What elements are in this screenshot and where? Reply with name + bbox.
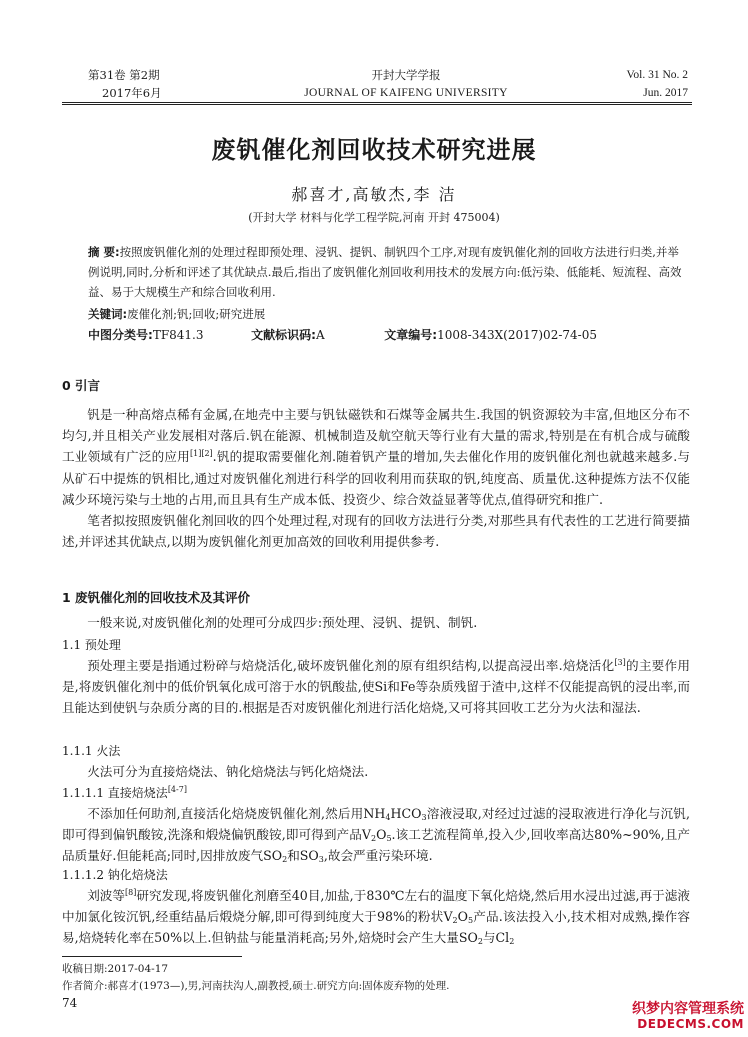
- intro-body: [62, 404, 690, 552]
- header-rule-double: [62, 104, 692, 105]
- text-run: 预处理主要是指通过粉碎与焙烧活化,破坏废钒催化剂的原有组织结构,以提高浸出率.焙烧活化: [87, 658, 615, 673]
- paragraph: [62, 404, 690, 510]
- subscript: 5: [386, 834, 392, 844]
- text-run: 研究发现,将废钒催化剂磨至40目,加盐,于830℃左右的温度下氧化焙烧,然后用水浸出过滤,再于滤液中加氯化铵沉钒,经重结晶后煅烧分解,即可得到纯度大于98%的粉状V: [62, 888, 690, 925]
- text-run: O: [457, 909, 468, 925]
- article-no-value: 1008-343X(2017)02-74-05: [437, 328, 597, 342]
- citation: [3]: [614, 658, 626, 667]
- abstract-label: 摘 要:: [88, 245, 120, 259]
- subsection-heading-1-1: 1.1 预处理: [62, 638, 121, 652]
- subscript: 4: [385, 813, 391, 822]
- classification-label: 中图分类号:: [88, 328, 153, 342]
- text-run: ,故会严重污染环境.: [323, 848, 433, 864]
- date-cn: 2017年6月: [102, 86, 162, 100]
- text-run: 不添加任何助剂,直接活化焙烧废钒催化剂,然后用NH: [87, 806, 386, 821]
- text-run: 刘波等: [87, 888, 126, 903]
- watermark-line1: 织梦内容管理系统: [632, 1001, 744, 1017]
- paragraph: 一般来说,对废钒催化剂的处理可分成四步:预处理、浸钒、提钒、制钒.: [87, 615, 478, 630]
- keywords-text: 废催化剂;钒;回收;研究进展: [127, 307, 266, 321]
- subsection-1-1-body: [62, 655, 690, 719]
- keywords-label: 关键词:: [88, 307, 128, 321]
- subscript: 3: [421, 813, 427, 822]
- author-list: 郝喜才,高敏杰,李 洁: [291, 185, 457, 204]
- text-run: 和SO: [287, 848, 319, 864]
- received-date: 收稿日期:2017-04-17: [62, 963, 169, 975]
- text-run: .该工艺流程简单,投入少,回收率高达80%~90%,且产品质量好.但能耗高;同时,因排放废气SO: [62, 827, 690, 864]
- subsection-1-1-1-2-body: [62, 885, 690, 949]
- journal-name-en: JOURNAL OF KAIFENG UNIVERSITY: [304, 87, 508, 99]
- date-en: Jun. 2017: [643, 87, 688, 99]
- text-run: .钒的提取需要催化剂.随着钒产量的增加,失去催化作用的废钒催化剂也就越来越多.与从矿石中提炼的钒相比,通过对废钒催化剂进行科学的回收利用而获取的钒,纯度高、质量优.这种提炼方法不仅能减少环境污染与土地的占用,而且具有生产成本低、投资少、综合效益显著等优点,值得研究和推广.: [62, 449, 691, 507]
- doc-code-label: 文献标识码:: [251, 328, 316, 342]
- subscript: 2: [282, 855, 288, 865]
- text-run: HCO: [390, 806, 422, 821]
- paper-title: 废钒催化剂回收技术研究进展: [211, 136, 537, 164]
- text-run: 的主要作用是,将废钒催化剂中的低价钒氧化成可溶于水的钒酸盐,使Si和Fe等杂质残留于渣中,这样不仅能提高钒的浸出率,而且能达到使钒与杂质分离的目的.根据是否对废钒催化剂进行活化焙烧,又可将其回收工艺分为火法和湿法.: [62, 658, 690, 716]
- article-no-label: 文章编号:: [384, 328, 438, 342]
- footnote-rule: [62, 956, 242, 957]
- article-metadata: [88, 326, 698, 343]
- text-run: 与Cl: [482, 930, 510, 946]
- heading-text: 1.1.1.1 直接焙烧法: [62, 786, 168, 800]
- text-run: O: [376, 827, 387, 843]
- section-heading-1: 1 废钒催化剂的回收技术及其评价: [62, 590, 251, 605]
- paragraph: 笔者拟按照废钒催化剂回收的四个处理过程,对现有的回收方法进行分类,对那些具有代表性的工艺进行简要描述,并评述其优缺点,以期为废钒催化剂更加高效的回收利用提供参考.: [62, 513, 690, 550]
- subsection-heading-1-1-1-2: 1.1.1.2 钠化焙烧法: [62, 868, 168, 882]
- abstract: [88, 242, 686, 302]
- journal-name-cn: 开封大学学报: [371, 68, 441, 82]
- doc-code-value: A: [315, 328, 325, 342]
- subsection-heading-1-1-1-1: [62, 784, 187, 801]
- subsection-heading-1-1-1: 1.1.1 火法: [62, 744, 121, 758]
- subscript: 2: [477, 937, 483, 947]
- author-bio: 作者简介:郝喜才(1973—),男,河南扶沟人,副教授,硕士.研究方向:固体废弃物的处理.: [62, 980, 450, 992]
- paragraph: [62, 655, 690, 719]
- affiliation: (开封大学 材料与化学工程学院,河南 开封 475004): [248, 211, 500, 224]
- citation: [1][2]: [189, 449, 213, 459]
- subscript: 2: [452, 916, 458, 926]
- keywords: [88, 304, 686, 324]
- classification-value: TF841.3: [152, 328, 204, 342]
- subscript: 5: [467, 916, 474, 926]
- section-1-body: [62, 612, 690, 633]
- subscript: 2: [509, 937, 515, 947]
- text-run: 钒是一种高熔点稀有金属,在地壳中主要与钒钛磁铁和石煤等金属共生.我国的钒资源较为丰富,但地区分布不均匀,并且相关产业发展相对落后.钒在能源、机械制造及航空航天等行业有大量的需求,特别是在有机合成与硫酸工业领域有广泛的应用: [62, 407, 690, 465]
- page-number: 74: [62, 996, 78, 1010]
- subscript: 3: [318, 855, 324, 865]
- citation: [4-7]: [167, 785, 187, 794]
- watermark: [632, 1002, 744, 1032]
- subsection-1-1-1-body: [62, 761, 690, 782]
- abstract-text: 按照废钒催化剂的处理过程即预处理、浸钒、提钒、制钒四个工序,对现有废钒催化剂的回收方法进行归类,并举例说明,同时,分析和评述了其优缺点.最后,指出了废钒催化剂回收利用技术的发展方向:低污染、低能耗、短流程、高效益、易于大规模生产和综合回收利用.: [88, 245, 682, 299]
- paragraph: [62, 885, 690, 949]
- text-run: 溶液浸取,对经过过滤的浸取液进行净化与沉钒,即可得到偏钒酸铵,洗涤和煅烧偏钒酸铵,即可得到产品V: [62, 806, 690, 843]
- text-run: 产品.该法投入小,技术相对成熟,操作容易,焙烧转化率在50%以上.但钠盐与能量消耗高;另外,焙烧时会产生大量SO: [62, 909, 691, 946]
- citation: [8]: [125, 888, 137, 897]
- section-heading-intro: 0 引言: [62, 378, 101, 393]
- volume-issue-en: Vol. 31 No. 2: [626, 69, 688, 81]
- watermark-line2: DEDECMS.COM: [637, 1017, 744, 1031]
- header-rule: [62, 102, 692, 103]
- subsection-1-1-1-1-body: [62, 803, 690, 867]
- paragraph: 火法可分为直接焙烧法、钠化焙烧法与钙化焙烧法.: [87, 764, 369, 779]
- paragraph: [62, 803, 690, 867]
- volume-issue-cn: 第31卷 第2期: [88, 68, 160, 82]
- subscript: 2: [371, 834, 377, 844]
